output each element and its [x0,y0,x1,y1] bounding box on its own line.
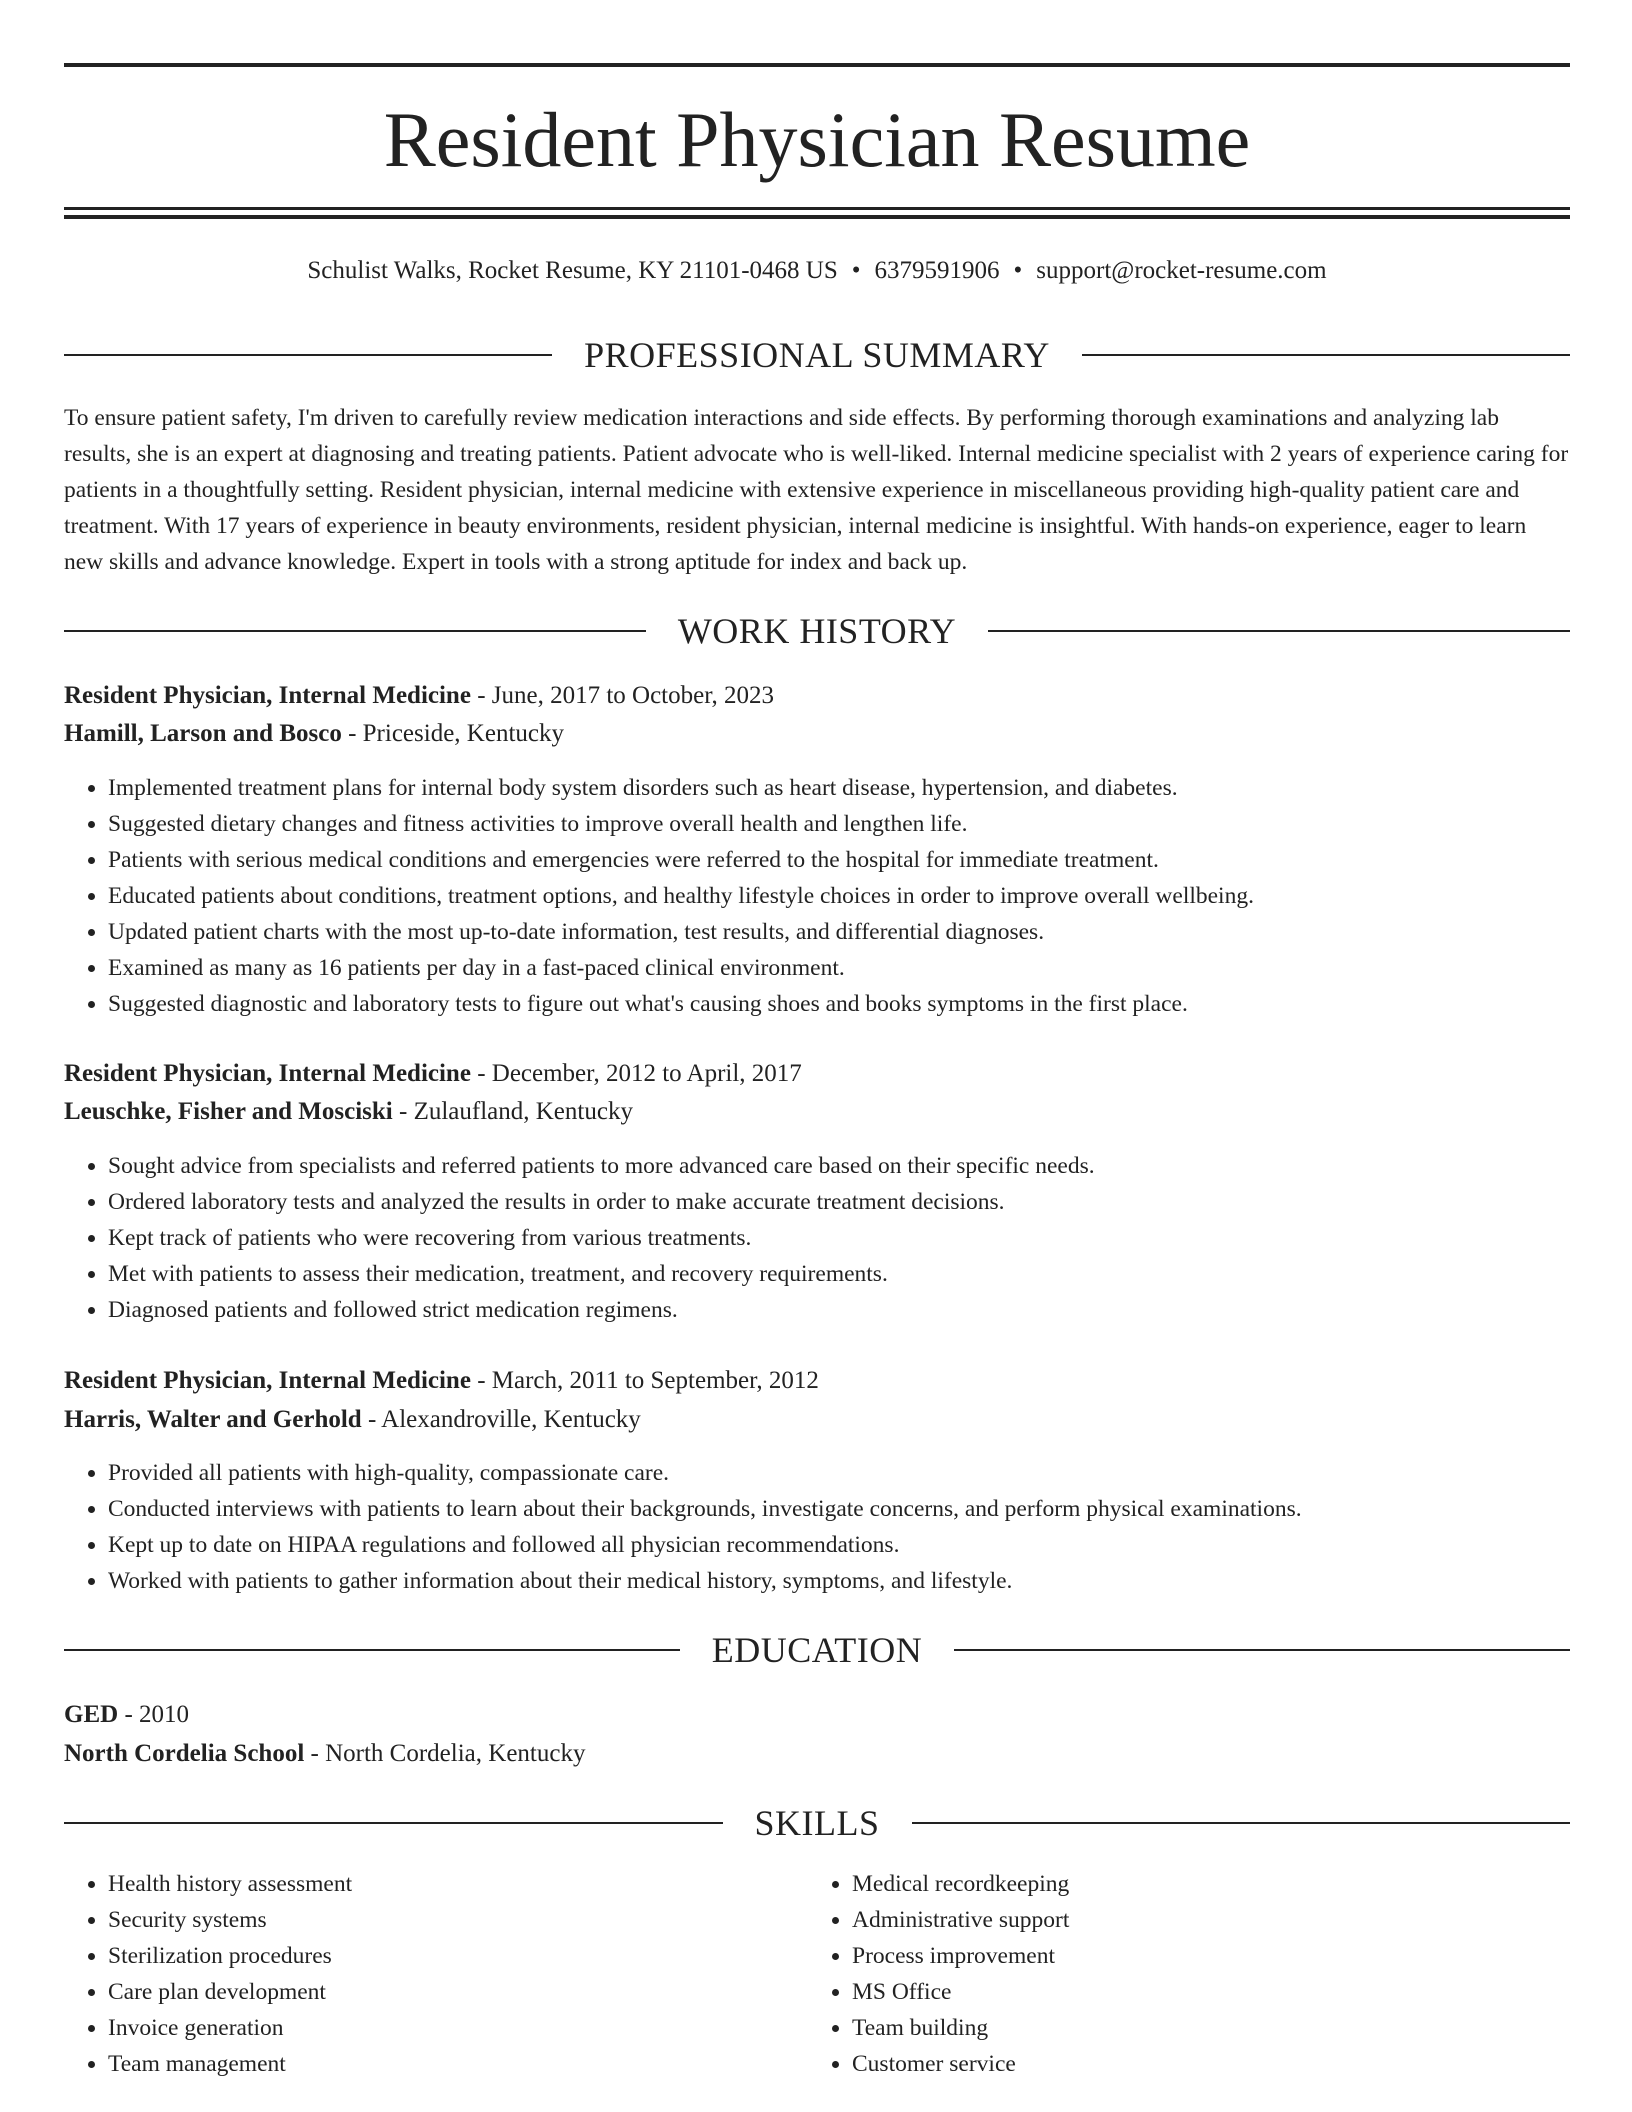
skill-item: • Team building [852,2010,1552,2046]
skill-item: • Care plan development [108,1974,808,2010]
job-bullets [64,1148,1568,1328]
education-degree-line [64,1697,189,1733]
job-dates: - March, 2011 to September, 2012 [470,1367,819,1394]
job-dates: - December, 2012 to April, 2017 [470,1060,802,1087]
job-title: Resident Physician, Internal Medicine [64,1060,471,1087]
list-item: • Implemented treatment plans for internal body system disorders such as heart disease, hypertension, and diabetes. [108,770,1568,806]
skill-item: • Process improvement [852,1938,1552,1974]
education-school-line [64,1736,585,1772]
list-item: • Examined as many as 16 patients per day in a fast-paced clinical environment. [108,950,1568,986]
job-bullets [64,770,1568,1022]
top-rule [64,63,1570,67]
education-degree: GED [64,1701,119,1728]
skill-item: • Invoice generation [108,2010,808,2046]
contact-separator: • [1013,257,1023,284]
job-dates: - June, 2017 to October, 2023 [470,682,775,709]
skill-item: • Health history assessment [108,1866,808,1902]
skill-item: • Medical recordkeeping [852,1866,1552,1902]
work-heading-label: WORK HISTORY [677,611,957,651]
heading-rule [988,630,1570,632]
heading-rule [64,354,552,356]
list-item: • Sought advice from specialists and referred patients to more advanced care based on their specific needs. [108,1148,1568,1184]
heading-rule [912,1822,1571,1824]
job-title: Resident Physician, Internal Medicine [64,1367,471,1394]
heading-rule [64,1649,680,1651]
job-company-line [64,1094,633,1130]
skills-list-left [64,1866,808,2082]
skills-heading [64,1801,1570,1845]
list-item: • Educated patients about conditions, treatment options, and healthy lifestyle choices in order to improve overall wellbeing. [108,878,1568,914]
job-company: Leuschke, Fisher and Mosciski [64,1098,393,1125]
summary-heading [64,333,1570,377]
list-item: • Kept track of patients who were recovering from various treatments. [108,1220,1568,1256]
list-item: • Diagnosed patients and followed strict medication regimens. [108,1292,1568,1328]
heading-rule [64,630,646,632]
job-bullets [64,1455,1568,1599]
heading-rule [64,1822,723,1824]
job-company-line [64,1402,641,1438]
resume-title: Resident Physician Resume [383,96,1251,183]
list-item: • Patients with serious medical conditions and emergencies were referred to the hospital for immediate treatment. [108,842,1568,878]
job-title-line [64,1363,819,1399]
contact-address: Schulist Walks, Rocket Resume, KY 21101-0468 US [307,257,838,284]
list-item: • Worked with patients to gather information about their medical history, symptoms, and lifestyle. [108,1563,1568,1599]
skill-item: • Customer service [852,2046,1552,2082]
contact-separator: • [851,257,861,284]
summary-heading-label: PROFESSIONAL SUMMARY [584,335,1050,375]
education-heading-label: EDUCATION [711,1630,923,1670]
skills-list-right [808,1866,1552,2082]
contact-phone: 6379591906 [874,257,1000,284]
list-item: • Updated patient charts with the most up-to-date information, test results, and differential diagnoses. [108,914,1568,950]
list-item: • Met with patients to assess their medication, treatment, and recovery requirements. [108,1256,1568,1292]
skill-item: • MS Office [852,1974,1552,2010]
education-year: - 2010 [118,1701,190,1728]
skill-item: • Security systems [108,1902,808,1938]
job-company: Harris, Walter and Gerhold [64,1406,362,1433]
job-company-line [64,716,564,752]
list-item: • Suggested diagnostic and laboratory tests to figure out what's causing shoes and books symptoms in the first place. [108,986,1568,1022]
skill-item: • Sterilization procedures [108,1938,808,1974]
education-location: - North Cordelia, Kentucky [304,1740,586,1767]
education-school: North Cordelia School [64,1740,305,1767]
education-heading [64,1628,1570,1672]
list-item: • Suggested dietary changes and fitness activities to improve overall health and lengthen life. [108,806,1568,842]
contact-email: support@rocket-resume.com [1036,257,1327,284]
job-title-line [64,678,774,714]
job-location: - Priceside, Kentucky [341,720,564,747]
work-heading [64,609,1570,653]
job-company: Hamill, Larson and Bosco [64,720,342,747]
list-item: • Ordered laboratory tests and analyzed the results in order to make accurate treatment decisions. [108,1184,1568,1220]
job-title: Resident Physician, Internal Medicine [64,682,471,709]
list-item: • Conducted interviews with patients to learn about their backgrounds, investigate concerns, and perform physical examinations. [108,1491,1568,1527]
list-item: • Provided all patients with high-quality, compassionate care. [108,1455,1568,1491]
job-location: - Zulaufland, Kentucky [392,1098,633,1125]
double-rule [64,207,1570,219]
heading-rule [1082,354,1570,356]
skill-item: • Team management [108,2046,808,2082]
job-title-line [64,1056,802,1092]
skill-item: • Administrative support [852,1902,1552,1938]
summary-text: To ensure patient safety, I'm driven to carefully review medication interactions and side effects. By performing thorough examinations and analyzing lab results, she is an expert at diagnosing and treating patients. Patient advocate who is well-liked. Internal medicine specialist with 2 years of experience caring for patients in a thoughtfully setting. Resident physician, internal medicine with extensive experience in miscellaneous providing high-quality patient care and treatment. With 17 years of experience in beauty environments, resident physician, internal medicine is insightful. With hands-on experience, eager to learn new skills and advance knowledge. Expert in tools with a strong aptitude for index and back up. [64,405,1569,575]
job-location: - Alexandroville, Kentucky [361,1406,641,1433]
skills-heading-label: SKILLS [754,1803,880,1843]
list-item: • Kept up to date on HIPAA regulations and followed all physician recommendations. [108,1527,1568,1563]
contact-line [64,254,1570,288]
heading-rule [954,1649,1570,1651]
